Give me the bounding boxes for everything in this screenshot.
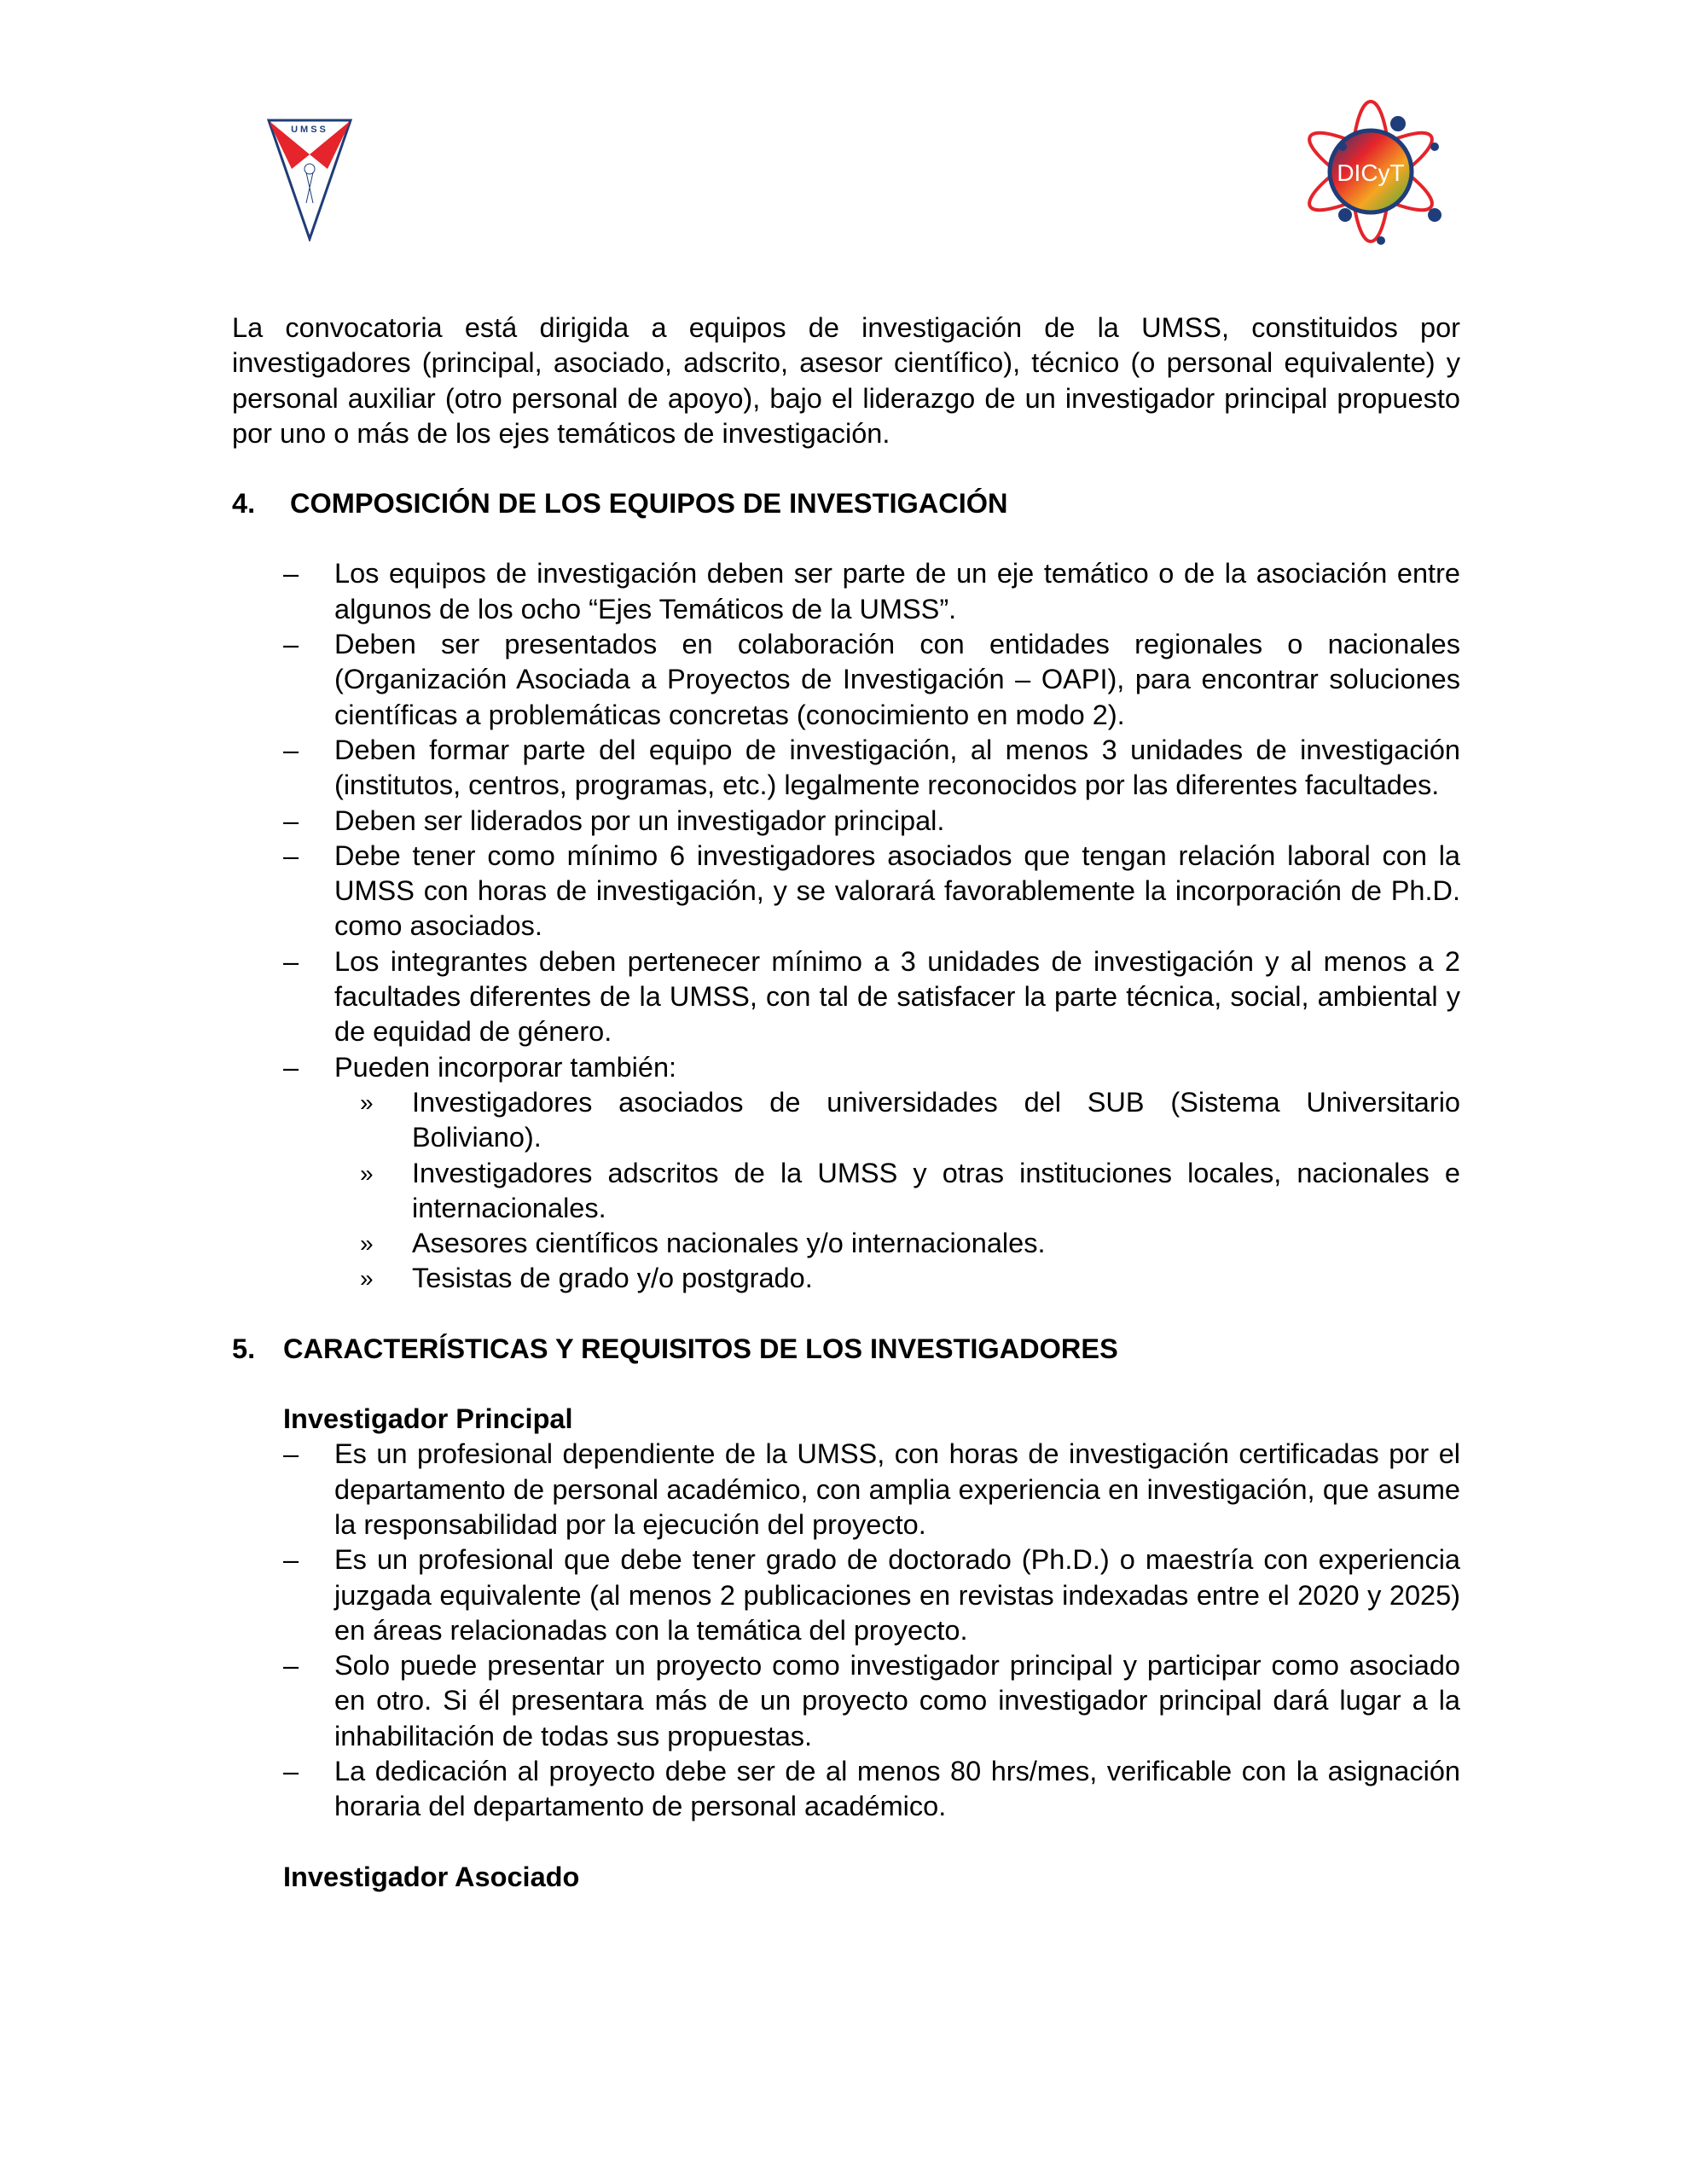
dash-bullet-icon: – [283,945,299,977]
list-item: – Es un profesional que debe tener grado de doctorado (Ph.D.) o maestría con experiencia juzgada equivalente (al menos 2 publicaciones en revistas indexadas entre el 2020 y 2025) en áreas relacionadas con la temática del proyecto. [283,1544,1460,1646]
section-number: 5. [232,1333,256,1364]
dash-bullet-icon: – [283,1650,299,1682]
section-title: CARACTERÍSTICAS Y REQUISITOS DE LOS INVESTIGADORES [283,1333,1118,1364]
sublist-item: » Investigadores adscritos de la UMSS y otras instituciones locales, nacionales e internacionales. [360,1157,1460,1223]
chevron-bullet-icon: » [360,1159,374,1187]
dash-bullet-icon: – [283,1051,299,1083]
list-item: – Debe tener como mínimo 6 investigadores asociados que tengan relación laboral con la UMSS con horas de investigación, y se valorará favorablemente la incorporación de Ph.D. como asociados. [283,839,1460,942]
dash-bullet-icon: – [283,1438,299,1470]
investigador-asociado-heading: Investigador Asociado [283,1861,580,1892]
list-item: – Pueden incorporar también: [232,1050,1460,1085]
dash-bullet-icon: – [283,804,299,836]
sublist-item: » Investigadores asociados de universidades del SUB (Sistema Universitario Boliviano). [360,1086,1460,1153]
section-5-heading [232,1332,1460,1367]
list-item: – Los equipos de investigación deben ser parte de un eje temático o de la asociación entre algunos de los ocho “Ejes Temáticos de la UMSS”. [283,558,1460,624]
umss-logo [266,118,353,241]
dicyt-atom-icon [1298,96,1443,247]
umss-shield-icon [266,118,353,241]
dash-bullet-icon: – [283,1544,299,1576]
dash-bullet-icon: – [283,734,299,765]
list-item: – Es un profesional dependiente de la UMSS, con horas de investigación certificadas por el departamento de personal académico, con amplia experiencia en investigación, que asume la responsabilidad por la ejecución del proyecto. [283,1438,1460,1540]
list-item: – Los integrantes deben pertenecer mínimo a 3 unidades de investigación y al menos a 2 facultades diferentes de la UMSS, con tal de satisfacer la parte técnica, social, ambiental y de equidad de género. [283,945,1460,1048]
dicyt-logo [1298,96,1443,247]
section-4-heading [232,486,1460,521]
dash-bullet-icon: – [283,839,299,871]
list-item: – Solo puede presentar un proyecto como investigador principal y participar como asociado en otro. Si él presentara más de un proyecto como investigador principal dará lugar a la inhabilitación de todas sus propuestas. [283,1650,1460,1751]
document-body [232,311,1460,1895]
section-number: 4. [232,488,256,520]
chevron-bullet-icon: » [360,1230,374,1258]
investigador-principal-list [232,1437,1460,1824]
section-title: COMPOSICIÓN DE LOS EQUIPOS DE INVESTIGACIÓN [290,488,1008,520]
svg-text:UMSS: UMSS [291,125,328,135]
list-item: – Deben ser presentados en colaboración con entidades regionales o nacionales (Organización Asociada a Proyectos de Investigación – OAPI), para encontrar soluciones científicas a problemáticas concretas (conocimiento en modo 2). [283,629,1460,730]
list-item: – La dedicación al proyecto debe ser de al menos 80 hrs/mes, verificable con la asignación horaria del departamento de personal académico. [283,1755,1460,1822]
sublist-item: » Asesores científicos nacionales y/o internacionales. [232,1226,1460,1261]
chevron-bullet-icon: » [360,1265,374,1292]
section-4-sublist [232,1085,1460,1297]
list-item: – Deben formar parte del equipo de investigación, al menos 3 unidades de investigación (institutos, centros, programas, etc.) legalmente reconocidos por las diferentes facultades. [283,734,1460,801]
dash-bullet-icon: – [283,558,299,590]
dash-bullet-icon: – [283,1755,299,1786]
list-item: – Deben ser liderados por un investigador principal. [232,804,1460,839]
intro-paragraph: La convocatoria está dirigida a equipos de investigación de la UMSS, constituidos por investigadores (principal, asociado, adscrito, asesor científico), técnico (o personal equivalente) y personal auxiliar (otro personal de apoyo), bajo el liderazgo de un investigador principal propuesto por uno o más de los ejes temáticos de investigación. [232,312,1460,449]
dash-bullet-icon: – [283,629,299,660]
svg-text:DICyT: DICyT [1337,160,1405,186]
investigador-principal-heading: Investigador Principal [283,1403,573,1435]
sublist-item: » Tesistas de grado y/o postgrado. [232,1261,1460,1296]
section-4-list [232,556,1460,1084]
chevron-bullet-icon: » [360,1089,374,1116]
